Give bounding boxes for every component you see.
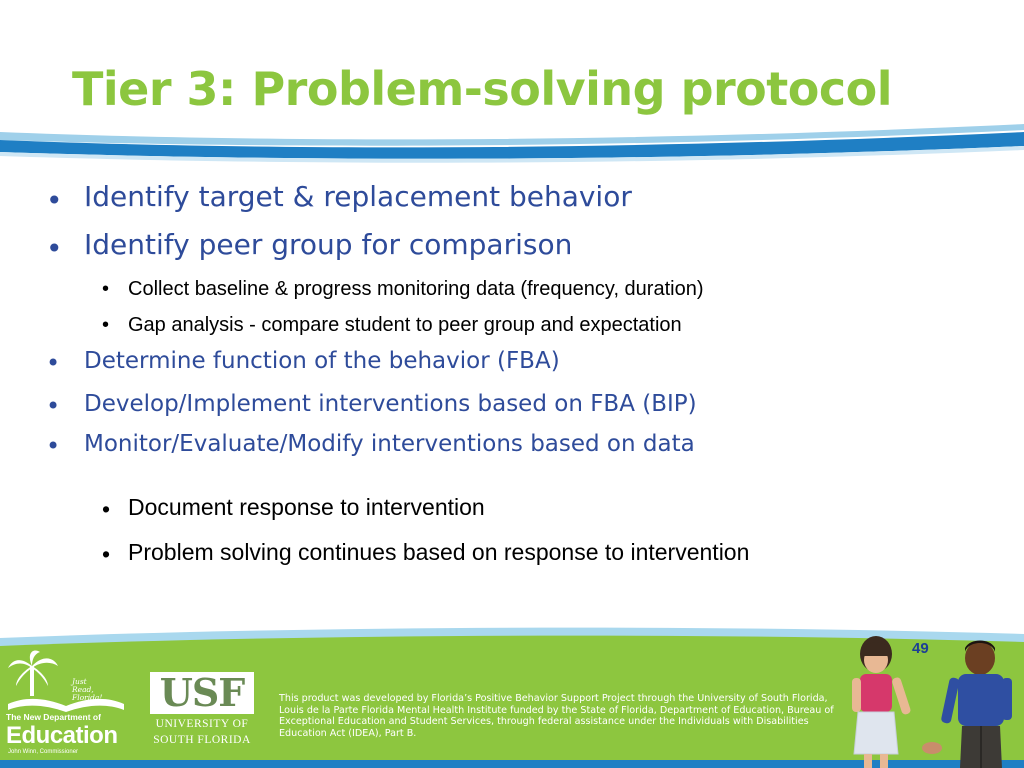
doe-tagline: The New Department of [6, 712, 101, 722]
doe-subtitle: John Winn, Commissioner [8, 749, 79, 755]
usf-line: SOUTH FLORIDA [153, 734, 251, 746]
sub-bullet-item: Document response to intervention [128, 494, 485, 520]
usf-letters: USF [159, 670, 245, 715]
bullet-dot: • [102, 314, 110, 336]
header-swoosh [0, 118, 1024, 178]
doe-slogan-line: Read, [72, 685, 94, 694]
credit-text: This product was developed by Florida’s Positive Behavior Support Project through the University of South Florida, Louis de la Parte Florida Mental Health Institute funded by the State of Florida, Department of Education, Bureau of Exceptional Education and Student Services, through federal assistance under the Individuals with Disabilities Education Act (IDEA), Part B. [279, 693, 834, 739]
bullet-dot: • [102, 278, 110, 300]
doe-slogan-line: Just [72, 677, 87, 686]
doe-slogan-line: Florida! [72, 693, 103, 702]
slide-title: Tier 3: Problem-solving protocol [72, 62, 893, 116]
bullet-dot: • [46, 432, 61, 460]
sub-bullet-item: Problem solving continues based on response to intervention [128, 539, 750, 565]
bullet-dot: • [46, 392, 61, 420]
doe-wordmark: Education [6, 722, 118, 749]
bullet-dot: • [46, 232, 63, 265]
sub-bullet-item: Collect baseline & progress monitoring data (frequency, duration) [128, 278, 704, 300]
bullet-dot: • [102, 496, 111, 522]
bullet-dot: • [46, 349, 61, 377]
bullet-item: Identify target & replacement behavior [84, 180, 632, 213]
bullet-item: Determine function of the behavior (FBA) [84, 348, 560, 374]
doe-slogan [72, 678, 112, 702]
bullet-item: Identify peer group for comparison [84, 228, 573, 261]
bullet-item: Monitor/Evaluate/Modify interventions based on data [84, 431, 695, 457]
page-number: 49 [912, 640, 929, 657]
children-photo [840, 636, 1024, 768]
bullet-dot: • [46, 184, 63, 217]
sub-bullet-item: Gap analysis - compare student to peer group and expectation [128, 314, 682, 336]
bullet-dot: • [102, 541, 111, 567]
usf-line: UNIVERSITY OF [155, 718, 249, 730]
bullet-item: Develop/Implement interventions based on FBA (BIP) [84, 391, 697, 417]
